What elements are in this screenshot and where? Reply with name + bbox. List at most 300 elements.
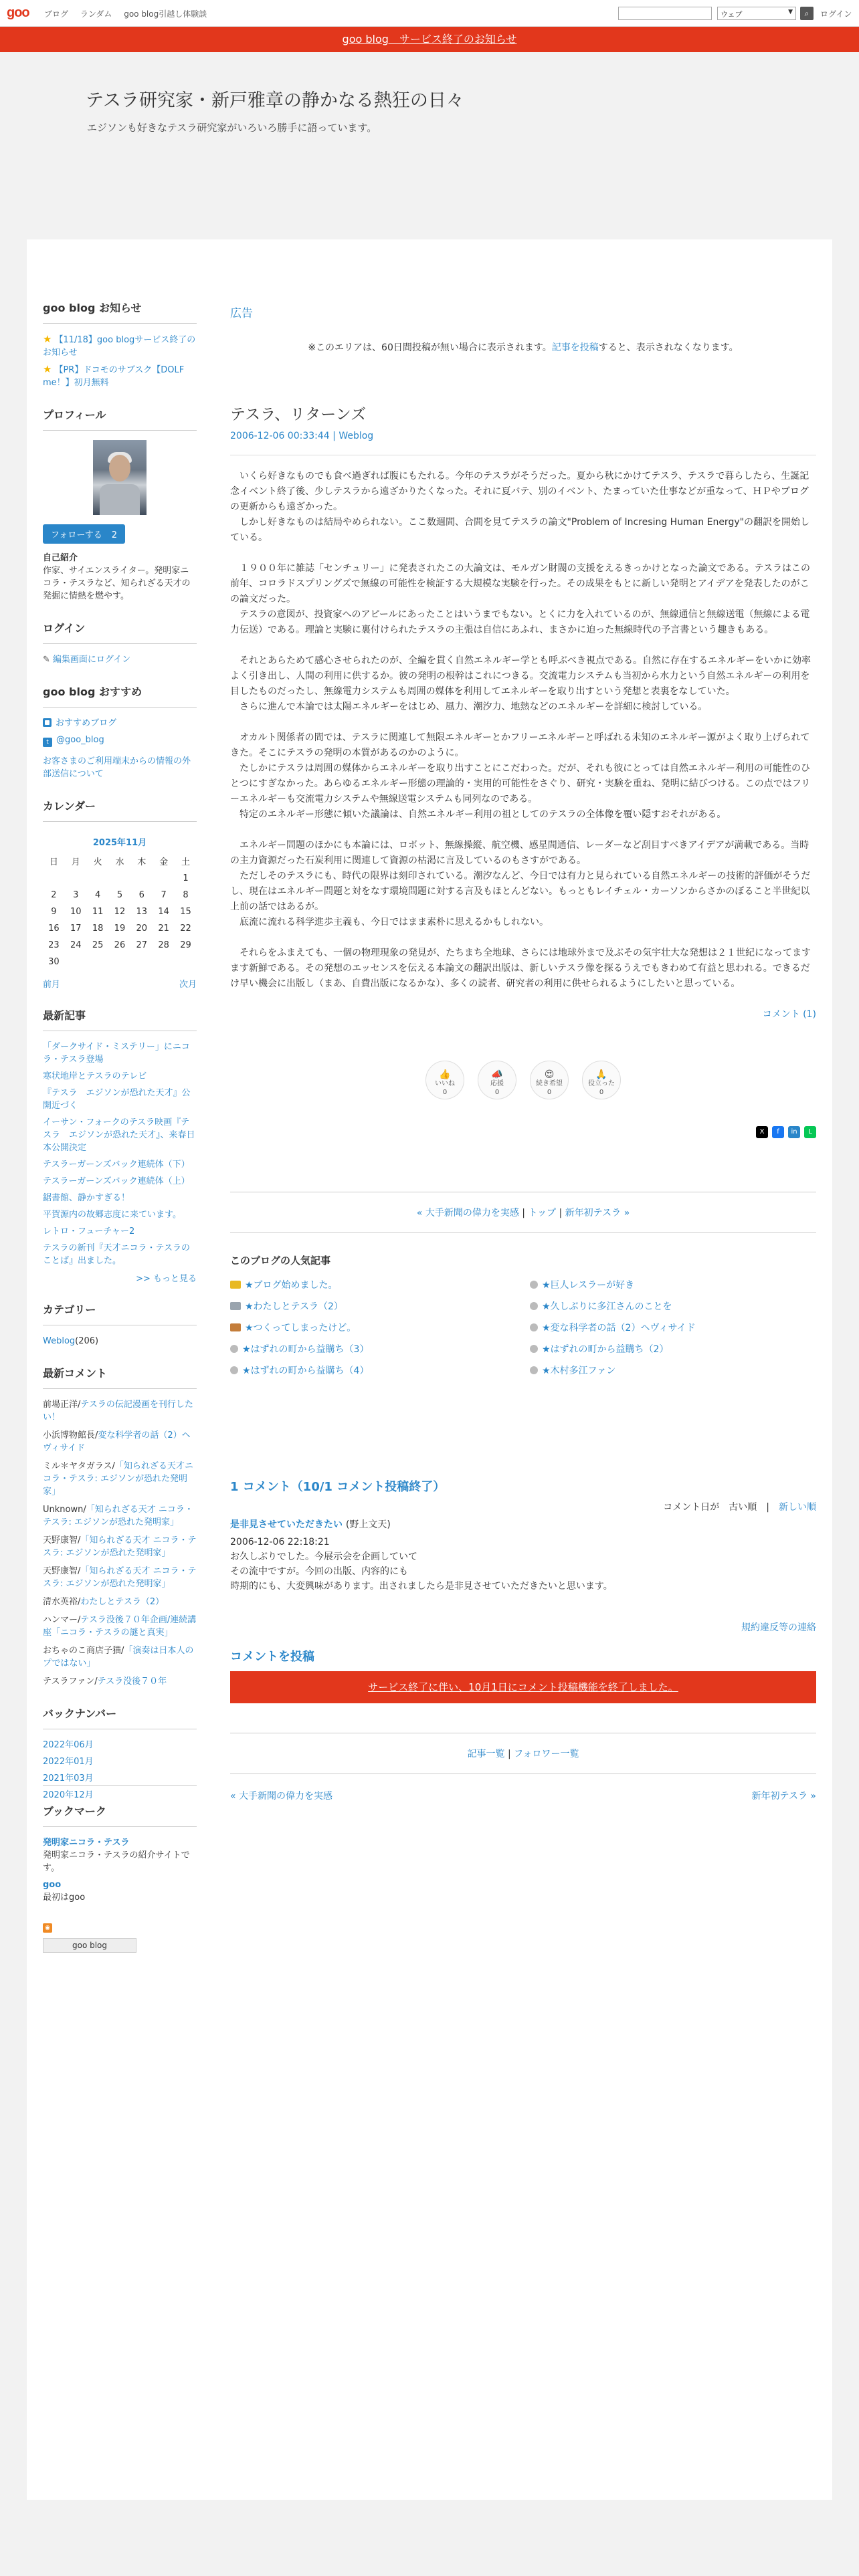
recent-comment-item [43, 1614, 197, 1639]
sidebar-heading: 最新コメント [43, 1365, 197, 1389]
profile-intro-label: 自己紹介 [43, 553, 78, 563]
thumbs-up-icon: 👍 [439, 1069, 451, 1080]
reaction-count: 0 [547, 1089, 552, 1096]
calendar-day[interactable]: 20 [136, 924, 148, 934]
report-link[interactable] [230, 1620, 816, 1634]
calendar-day[interactable]: 16 [48, 924, 60, 934]
comment-post-link[interactable]: 「演奏は日本人のプではない」 [43, 1646, 194, 1669]
calendar-days [43, 870, 197, 970]
comment-item [230, 1517, 816, 1594]
external-transmission-link[interactable]: お客さまのご利用端末からの情報の外部送信について [43, 756, 191, 779]
calendar-day [109, 954, 131, 970]
comment-sort: コメント日が 古い順 | 新しい順 [663, 1502, 816, 1513]
recent-post-link[interactable]: 「ダークサイド・ミステリー」にニコラ・テスラ登場 [43, 1042, 190, 1065]
calendar-day[interactable]: 8 [183, 890, 189, 900]
calendar-day[interactable]: 1 [183, 873, 189, 883]
comment-closed-bar [230, 1671, 816, 1703]
sidebar-heading: ログイン [43, 620, 197, 644]
cheer-icon: 📣 [491, 1069, 503, 1080]
recent-post-link[interactable]: 平賀源内の故郷志度に来ています。 [43, 1210, 181, 1220]
report-text[interactable]: 規約違反等の連絡 [741, 1622, 816, 1633]
separator: / [78, 1597, 81, 1607]
post-line: たしかにテスラは周囲の媒体からエネルギーを取り出すことにこだわった。だが、それも彼にとっては自然エネルギー利用の可能性のひとつにすぎなかった。あらゆるエネルギー形態の理論的・実用的可能性をさぐり、研究・実験を重ね、発明に結びつける。この点ではフリーエネルギーも交流電力システムや無線送電システムも同列なのである。 [230, 763, 811, 804]
prev-post-link[interactable]: « 大手新聞の偉力を実感 [416, 1208, 519, 1218]
calendar-week [43, 937, 197, 954]
comment-author: 天野康智 [43, 1535, 78, 1545]
edit-login-item[interactable] [43, 653, 197, 666]
goo-blog-badge[interactable] [43, 1938, 136, 1953]
sort-label: コメント日が [663, 1502, 720, 1513]
sidebar-recent [43, 1007, 197, 1284]
calendar-next[interactable]: 次月 [179, 980, 197, 990]
post-line: 特定のエネルギー形態に傾いた議論は、自然エネルギー利用の祖としてのテスラの全体像を覆い隠すおそれがある。 [230, 809, 727, 820]
calendar-weekday: 月 [71, 857, 80, 867]
recent-comment-item [43, 1644, 197, 1670]
comment-closed-link[interactable]: サービス終了に伴い、10月1日にコメント投稿機能を終了しました。 [368, 1681, 678, 1693]
category-count: (206) [75, 1336, 99, 1346]
separator: / [78, 1566, 81, 1576]
separator: / [95, 1430, 98, 1440]
popular-link[interactable]: ★変な科学者の話（2）ヘヴィサイド [542, 1323, 696, 1333]
popular-item[interactable] [230, 1321, 516, 1334]
calendar-month[interactable]: 2025年11月 [92, 838, 147, 848]
post-line: １９００年に雑誌「センチュリー」に発表されたこの大論文は、モルガン財閥の支援をえるきっかけとなった論文である。テスラはこの前年、コロラドスプリングズで無線の可能性を検証する大規模な実験を行った。その成果をもとに新しい発明とアイデアを発表したのがこの論文だった。 [230, 563, 811, 605]
calendar-day[interactable]: 29 [180, 940, 191, 950]
separator: / [112, 1461, 115, 1471]
comment-post-link[interactable]: テスラ没後７０年企画/連続講座「ニコラ・テスラの謎と真実」 [43, 1615, 197, 1638]
popular-item[interactable] [530, 1342, 816, 1356]
comment-post-link[interactable]: 「知られざる天才 ニコラ・テスラ: エジソンが恐れた発明家」 [43, 1535, 197, 1558]
calendar-day [65, 954, 87, 970]
more-link[interactable]: >> もっと見る [136, 1274, 197, 1284]
more-recent-link[interactable] [43, 1271, 197, 1284]
comment-post-link[interactable]: テスラの伝記漫画を刊行したい！ [43, 1400, 193, 1422]
goo-logo[interactable]: goo [7, 5, 29, 20]
star-icon: ★ [43, 363, 52, 375]
popular-item[interactable] [530, 1321, 816, 1334]
sidebar-calendar [43, 798, 197, 990]
calendar-weekday: 火 [93, 857, 102, 867]
calendar-day[interactable]: 17 [70, 924, 82, 934]
post-line: エネルギー問題のほかにも本論には、ロボット、無線操縦、航空機、感星間通信、レーダーなど刮目すべきアイデアが満載である。当時の主力資源だった石炭利用に関連して資源の枯渇に言及しているのもさすがである。 [230, 840, 809, 866]
comment-author: Unknown [43, 1505, 84, 1515]
calendar-weekday: 水 [115, 857, 124, 867]
post-paragraph [230, 469, 816, 546]
news-item[interactable] [43, 363, 197, 389]
prev-next-nav [230, 1789, 816, 1802]
post-line: 底流に流れる科学進歩主義も、今日ではまま素朴に思えるかもしれない。 [230, 917, 549, 928]
popular-heading: このブログの人気記事 [230, 1255, 331, 1267]
popular-item[interactable] [230, 1299, 516, 1313]
meta-separator: | [329, 431, 339, 441]
comment-author: ハンマー [43, 1615, 78, 1625]
comment-post-link[interactable]: 「知られざる天才 ニコラ・テスラ: エジソンが恐れた発明家」 [43, 1566, 197, 1589]
popular-link[interactable]: ★はずれの町から益購ち（2） [542, 1344, 669, 1355]
post-paragraph [230, 561, 816, 638]
search-scope-select[interactable] [717, 7, 796, 20]
ad-heading: 広告 [230, 307, 253, 320]
comment-post-link[interactable]: わたしとテスラ（2） [80, 1597, 165, 1607]
comment-line: その流中ですが。今回の出版、内容的にも [230, 1566, 408, 1577]
separator: / [78, 1400, 81, 1410]
sort-newest[interactable]: 新しい順 [779, 1502, 816, 1513]
popular-link[interactable]: ★つくってしまったけど。 [245, 1323, 357, 1333]
calendar-nav [43, 977, 197, 990]
calendar-day [130, 870, 153, 887]
recommend-item[interactable] [43, 755, 197, 780]
news-link[interactable]: 【PR】ドコモのサブスク【DOLF me！】初月無料 [43, 365, 185, 388]
calendar-day[interactable]: 28 [158, 940, 169, 950]
calendar-day [87, 954, 109, 970]
post-title[interactable]: テスラ、リターンズ [230, 406, 367, 423]
blog-title[interactable]: テスラ研究家・新戸雅章の静かなる熱狂の日々 [86, 90, 464, 111]
comment-datetime: 2006-12-06 22:18:21 [230, 1537, 330, 1547]
comment-line: 時期的にも、大変興味があります。出されましたら是非見させていただきたいと思います。 [230, 1581, 613, 1592]
calendar-day[interactable]: 24 [70, 940, 82, 950]
calendar-weekdays [43, 852, 197, 870]
post-pager: « 大手新聞の偉力を実感 | トップ | 新年初テスラ » [230, 1192, 816, 1233]
popular-item[interactable] [230, 1278, 516, 1291]
search-input[interactable] [618, 7, 712, 20]
popular-item[interactable] [230, 1364, 516, 1377]
calendar-day[interactable]: 15 [180, 907, 191, 917]
content-area [27, 239, 832, 2500]
footer-links: 記事一覧 | フォロワー一覧 [230, 1733, 816, 1774]
follow-count: 2 [111, 530, 117, 540]
comment-author: 小浜博物館長 [43, 1430, 96, 1440]
recent-comment-item [43, 1675, 197, 1688]
calendar-day [153, 954, 175, 970]
prev-post-link[interactable]: « 大手新聞の偉力を実感 [230, 1791, 333, 1802]
recent-post-link[interactable]: 寒状地岸とテスラのテレビ [43, 1071, 147, 1081]
comment-post-link[interactable]: 「知られざる天才 ニコラ・テスラ: エジソンが恐れた発明家」 [43, 1505, 193, 1527]
pencil-icon: ✎ [43, 655, 50, 665]
recent-comment-list [43, 1398, 197, 1688]
ad-note-text: すると、表示されなくなります。 [598, 342, 739, 353]
separator: / [78, 1615, 81, 1625]
sidebar-heading: カテゴリー [43, 1301, 197, 1325]
nav-blog[interactable]: ブログ [44, 9, 69, 19]
calendar-week [43, 887, 197, 903]
category-item[interactable] [43, 1335, 197, 1348]
facebook-share-icon[interactable]: f [772, 1126, 784, 1138]
rank-icon [530, 1366, 538, 1374]
next-post-link[interactable]: 新年初テスラ » [751, 1791, 816, 1802]
bookmark-item [43, 1879, 197, 1904]
sidebar-news [43, 300, 197, 389]
post-line: オカルト関係者の間では、テスラに関連して無限エネルギーとかフリーエネルギーと呼ばれる未知のエネルギー源がよく取り上げられてきた。そこにテスラの発明の本質があるのかのように。 [230, 732, 810, 758]
sidebar-recommend [43, 683, 197, 780]
recent-comment-item [43, 1565, 197, 1590]
popular-link[interactable]: ★わたしとテスラ（2） [245, 1301, 343, 1312]
news-link[interactable]: 【11/18】goo blogサービス終了のお知らせ [43, 335, 196, 358]
login-link[interactable]: ログイン [820, 9, 852, 19]
follower-list-link[interactable]: フォロワー一覧 [514, 1749, 579, 1759]
post-article-link[interactable]: 記事を投稿 [551, 342, 599, 353]
calendar-weekday: 日 [49, 857, 58, 867]
reaction-cheer[interactable] [478, 1061, 516, 1099]
recent-comment-item [43, 1534, 197, 1560]
sidebar [43, 300, 197, 1970]
comment-author: テスラファン [43, 1677, 95, 1687]
comment-title-text[interactable]: 是非見させていただきたい [230, 1519, 343, 1530]
calendar-weekday: 木 [137, 857, 147, 867]
sidebar-heading: ブックマーク [43, 1803, 197, 1827]
calendar-prev[interactable]: 前月 [43, 980, 61, 990]
thanks-icon: 🙏 [595, 1069, 607, 1080]
comment-line: お久しぶりでした。今展示会を企画していて [230, 1551, 417, 1562]
rank-icon [530, 1345, 538, 1353]
backnumber-link[interactable]: 2022年01月 [43, 1757, 94, 1767]
comment-post-link[interactable]: テスラ没後７０年 [97, 1677, 167, 1687]
post-paragraph [230, 946, 816, 992]
twitter-icon: t [43, 738, 52, 747]
calendar-day[interactable]: 21 [158, 924, 169, 934]
post-line: ただしそのテスラにも、時代の限界は刻印されている。潮汐なんど、今日では有力と見られている自然エネルギーの技術的評価がそうだし、現在はエネルギー問題と対をなす環境問題に対する言及もほとんどない。もっともレイチェル・カーソンからさかのぼること半世紀以上前の話ではあるが。 [230, 871, 811, 912]
sidebar-category [43, 1301, 197, 1348]
profile-intro-text: 作家、サイエンスライター。発明家ニコラ・テスラなど、知られざる天才の発掘に情熱を燃やす。 [43, 566, 191, 601]
post-comment-heading: コメントを投稿 [230, 1650, 314, 1664]
sidebar-profile [43, 407, 197, 603]
chevron-down-icon: ▼ [788, 9, 793, 15]
sidebar-bookmark [43, 1803, 197, 1904]
reaction-label: 続き希望 [536, 1080, 563, 1087]
post-paragraph [230, 730, 816, 823]
bookmark-desc: 最初はgoo [43, 1893, 86, 1903]
recent-comment-item [43, 1398, 197, 1424]
sidebar-comments [43, 1365, 197, 1688]
popular-item[interactable] [530, 1364, 816, 1377]
recommend-item[interactable] [43, 717, 197, 730]
twitter-link[interactable]: @goo_blog [56, 735, 104, 745]
global-nav [44, 8, 216, 19]
comments-heading: 1 コメント（10/1 コメント投稿終了） [230, 1480, 446, 1494]
calendar [43, 831, 197, 970]
service-end-link[interactable]: goo blog サービス終了のお知らせ [342, 33, 517, 45]
calendar-day[interactable]: 7 [161, 890, 167, 900]
calendar-day[interactable]: 2 [51, 890, 57, 900]
reaction-thumbs-up[interactable] [425, 1061, 464, 1099]
nav-random[interactable]: ランダム [80, 9, 112, 19]
comment-post-link[interactable]: 変な科学者の話（2）ヘヴィサイド [43, 1430, 191, 1453]
popular-link[interactable]: ★木村多江ファン [542, 1366, 616, 1376]
calendar-day[interactable]: 3 [73, 890, 79, 900]
sidebar-footer-badges [43, 1921, 197, 1953]
recommend-link[interactable]: おすすめブログ [56, 718, 117, 728]
recent-comment-item [43, 1429, 197, 1455]
comment-author: (野上文天) [345, 1519, 391, 1530]
backnumber-link[interactable]: 2020年12月 [43, 1790, 94, 1800]
post-line: それらをふまえても、一個の物理現象の発見が、たちまち全地球、さらには地球外まで及ぶその気宇壮大な発想は２１世紀になってますます新鮮である。その発想のエッセンスを伝える本論文の翻訳出版は、新しいテスラ像を探るうえでもきわめて有益と思われる。できるだけ早い機会に出版し（まあ、自費出版になるかな）、多くの読者、研究者の利用に供せられるようにしたいと思っている。 [230, 948, 811, 989]
popular-item[interactable] [530, 1299, 816, 1313]
recommend-item[interactable] [43, 734, 197, 747]
comment-author: 清水英裕 [43, 1597, 78, 1607]
calendar-day [130, 954, 153, 970]
reaction-count: 0 [599, 1089, 604, 1096]
bookmark-link[interactable]: goo [43, 1880, 62, 1890]
share-buttons [230, 1126, 816, 1138]
recent-post-link[interactable]: 鋸書館、静かすぎる！ [43, 1193, 130, 1203]
post-body [230, 469, 816, 992]
line-share-icon[interactable]: L [804, 1126, 816, 1138]
follow-button[interactable] [43, 524, 125, 544]
comment-author: おちゃのこ商店子猫 [43, 1646, 122, 1656]
separator: / [94, 1677, 98, 1687]
x-share-icon[interactable]: X [756, 1126, 768, 1138]
main-column [230, 282, 816, 1802]
rank-icon [530, 1323, 538, 1331]
popular-link[interactable]: ★巨人レスラーが好き [542, 1280, 635, 1291]
comment-author: ミル＊ヤタガラス [43, 1461, 112, 1471]
ad-note-text: ※このエリアは、60日間投稿が無い場合に表示されます。 [308, 342, 552, 353]
reaction-buttons [230, 1061, 816, 1099]
recent-post-link[interactable]: テスラーガーンズバック連続体（下） [43, 1160, 190, 1170]
rank-icon [230, 1366, 238, 1374]
calendar-day[interactable]: 12 [114, 907, 126, 917]
recent-post-link[interactable]: テスラの新刊『天才ニコラ・テスラのことば』出ました。 [43, 1243, 190, 1266]
popular-link[interactable]: ★久しぶりに多江さんのことを [542, 1301, 672, 1312]
calendar-day[interactable]: 27 [136, 940, 148, 950]
post-line: テスラの意図が、投資家へのアピールにあったことはいうまでもない。とくに力を入れているのが、無線通信と無線送電（無線による電力伝送）である。理論と実験に裏付けられたテスラの主張は自信にあふれ、まさかに迫った無線時代の予言書という趣きもある。 [230, 609, 810, 635]
calendar-week [43, 870, 197, 887]
calendar-day[interactable]: 30 [48, 957, 60, 967]
popular-link[interactable]: ★はずれの町から益購ち（3） [242, 1344, 369, 1355]
bookmark-item [43, 1836, 197, 1874]
calendar-day[interactable]: 22 [180, 924, 191, 934]
hatena-share-icon[interactable]: in [788, 1126, 800, 1138]
sidebar-heading: バックナンバー [43, 1705, 197, 1729]
rank-icon [530, 1302, 538, 1310]
calendar-day [87, 870, 109, 887]
calendar-day[interactable]: 5 [116, 890, 123, 900]
medal-icon [230, 1281, 241, 1289]
top-link[interactable]: トップ [528, 1208, 557, 1218]
follow-label: フォローする [51, 530, 102, 540]
medal-icon [230, 1323, 241, 1331]
comment-author: 前場正洋 [43, 1400, 78, 1410]
recent-post-link[interactable]: レトロ・フューチャー2 [43, 1226, 135, 1237]
profile-avatar [93, 440, 147, 515]
post-paragraph [230, 653, 816, 715]
backnumber-list [43, 1739, 197, 1800]
rank-icon [230, 1345, 238, 1353]
comment-author: 天野康智 [43, 1566, 78, 1576]
next-post-link[interactable]: 新年初テスラ » [565, 1208, 630, 1218]
recent-comment-item [43, 1460, 197, 1498]
recent-list [43, 1041, 197, 1267]
calendar-day[interactable]: 25 [92, 940, 104, 950]
reaction-count: 0 [442, 1089, 448, 1096]
comment-title [230, 1517, 816, 1531]
backnumber-link[interactable]: 2021年03月 [43, 1774, 94, 1784]
post-line: それとあらためて感心させられたのが、全編を貫く自然エネルギー学とも呼ぶべき視点である。自然に存在するエネルギーをいかに効率よく引き出し、人間の利用に供するか。彼の発明の根幹はこれにつきる。交流電力システムも当初から水力という自然エネルギーの利用を目したものだったし、無線電力システムも周囲の媒体を利用してエネルギーを取り出すという発想と表裏をなしていた。 [230, 655, 811, 697]
goo-badge-label: goo blog [72, 1941, 108, 1950]
calendar-day [65, 870, 87, 887]
sidebar-backnumber [43, 1705, 197, 1800]
calendar-weekday: 土 [181, 857, 191, 867]
comment-post-link[interactable]: 「知られざる天才ニコラ・テスラ: エジソンが恐れた発明家」 [43, 1461, 193, 1497]
reaction-love[interactable] [530, 1061, 569, 1099]
reaction-label: 応援 [490, 1080, 504, 1087]
avatar-body [100, 484, 140, 515]
calendar-day[interactable]: 26 [114, 940, 126, 950]
popular-item[interactable] [230, 1342, 516, 1356]
blog-header [0, 52, 859, 239]
separator: / [121, 1646, 124, 1656]
calendar-day[interactable]: 4 [94, 890, 101, 900]
sidebar-login [43, 620, 197, 666]
blog-icon [43, 718, 52, 727]
comment-link[interactable]: コメント (1) [762, 1009, 816, 1020]
calendar-day[interactable]: 18 [92, 924, 104, 934]
calendar-day[interactable]: 6 [138, 890, 145, 900]
calendar-day[interactable]: 23 [48, 940, 60, 950]
comment-body [230, 1535, 816, 1594]
medal-icon [230, 1302, 241, 1310]
calendar-day[interactable]: 19 [114, 924, 126, 934]
calendar-week [43, 903, 197, 920]
bookmark-link[interactable]: 発明家ニコラ・テスラ [43, 1838, 130, 1848]
calendar-day[interactable]: 13 [136, 907, 148, 917]
news-item[interactable] [43, 333, 197, 359]
reaction-thanks[interactable] [582, 1061, 621, 1099]
calendar-day[interactable]: 10 [70, 907, 82, 917]
calendar-day [43, 870, 65, 887]
search-icon: ⌕ [804, 9, 809, 18]
ad-note [230, 340, 816, 354]
calendar-day [175, 954, 197, 970]
reaction-label: 役立った [588, 1080, 615, 1087]
global-topbar [0, 0, 859, 27]
sidebar-heading: カレンダー [43, 798, 197, 822]
post-category-link[interactable]: Weblog [339, 431, 374, 441]
recent-post-link[interactable]: イーサン・フォークのテスラ映画『テスラ エジソンが恐れた天才』、来春日本公開決定 [43, 1117, 195, 1153]
calendar-day[interactable]: 11 [92, 907, 104, 917]
calendar-day[interactable]: 14 [158, 907, 169, 917]
love-icon: 😍 [544, 1069, 555, 1080]
post-datetime: 2006-12-06 00:33:44 [230, 431, 330, 441]
popular-item[interactable] [530, 1278, 816, 1291]
rss-icon[interactable]: ◉ [43, 1923, 52, 1933]
sort-oldest[interactable]: 古い順 [729, 1502, 757, 1513]
popular-link[interactable]: ★はずれの町から益購ち（4） [242, 1366, 369, 1376]
separator: / [78, 1535, 81, 1545]
popular-link[interactable]: ★ブログ始めました。 [245, 1280, 338, 1291]
article-list-link[interactable]: 記事一覧 [467, 1749, 505, 1759]
popular-list [230, 1278, 816, 1377]
post-line: しかし好きなものは結局やめられない。ここ数週間、合間を見てテスラの論文"Problem of Incresing Human Energy"の翻訳を開始している。 [230, 517, 810, 543]
search-button[interactable] [800, 7, 814, 20]
recent-post-link[interactable]: テスラーガーンズバック連続体（上） [43, 1176, 190, 1186]
calendar-day[interactable]: 9 [51, 907, 57, 917]
recent-comment-item [43, 1596, 197, 1608]
reaction-label: いいね [435, 1080, 455, 1087]
category-link[interactable]: Weblog [43, 1336, 76, 1346]
comment-count-link[interactable] [230, 1007, 816, 1021]
search-scope-value: ウェブ [721, 10, 743, 19]
nav-migration-stories[interactable]: goo blog引越し体験談 [124, 9, 207, 19]
calendar-weekday: 金 [159, 857, 169, 867]
recent-post-link[interactable]: 『テスラ エジソンが恐れた天才』公開近づく [43, 1088, 191, 1111]
calendar-week [43, 954, 197, 970]
post-meta [230, 431, 816, 455]
post-line: さらに進んで本論では太陽エネルギーをはじめ、風力、潮汐力、地熱などのエネルギーを詳細に検討している。 [230, 702, 708, 712]
avatar-face [109, 455, 130, 481]
backnumber-link[interactable]: 2022年06月 [43, 1740, 94, 1750]
reaction-count: 0 [494, 1089, 500, 1096]
calendar-week [43, 920, 197, 937]
edit-login-link[interactable]: 編集画面にログイン [52, 655, 131, 665]
